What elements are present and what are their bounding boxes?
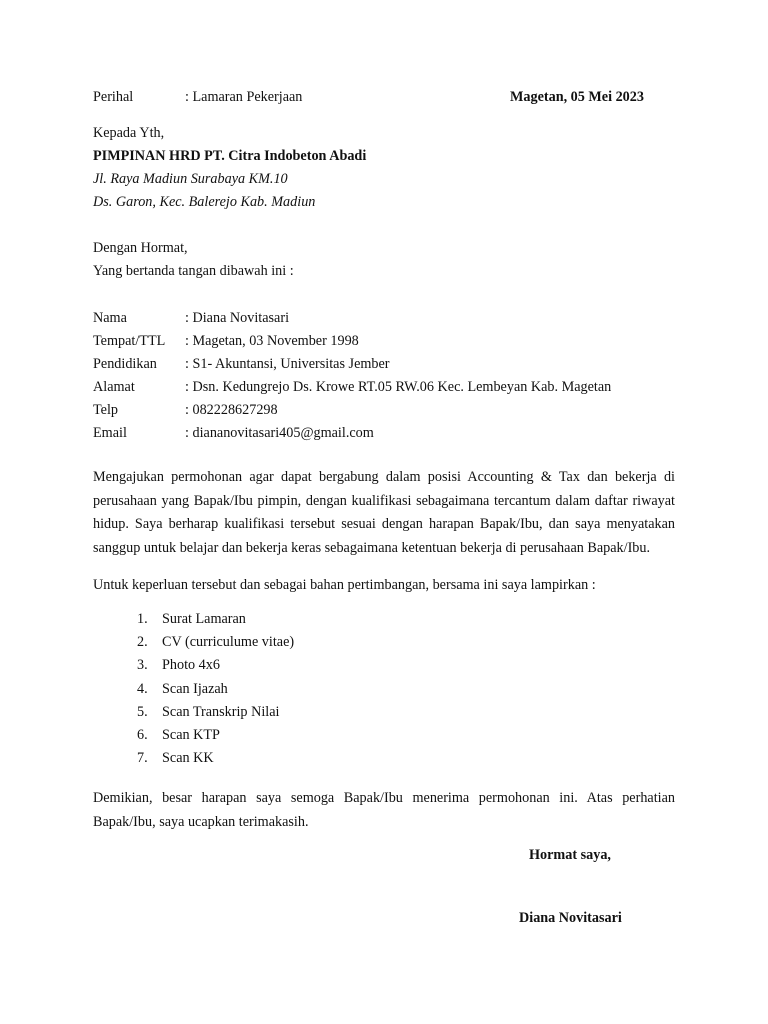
intro-text: Yang bertanda tangan dibawah ini : [93, 263, 294, 279]
list-item-text: Scan KTP [162, 726, 220, 743]
closing-paragraph: Demikian, besar harapan saya semoga Bapak/Ibu menerima permohonan ini. Atas perhatian Bapak/Ibu, saya ucapkan terimakasih. [93, 790, 675, 830]
body-paragraph-2: Untuk keperluan tersebut dan sebagai bahan pertimbangan, bersama ini saya lampirkan : [93, 577, 596, 593]
applicant-label: Alamat [93, 379, 135, 395]
applicant-label: Nama [93, 310, 127, 326]
applicant-value: : Diana Novitasari [185, 310, 290, 326]
list-item-text: Surat Lamaran [162, 611, 246, 627]
applicant-label: Tempat/TTL [93, 333, 166, 349]
list-item-text: Scan Transkrip Nilai [162, 703, 280, 720]
applicant-label: Email [93, 425, 127, 441]
recipient-address-line2: Ds. Garon, Kec. Balerejo Kab. Madiun [93, 194, 316, 210]
list-item-text: Scan Ijazah [162, 680, 228, 697]
list-item-number: 5. [137, 703, 148, 720]
list-item [137, 682, 294, 705]
list-item [137, 751, 294, 774]
list-item-number: 7. [137, 750, 148, 767]
list-item-text: Photo 4x6 [162, 657, 220, 674]
body-paragraph-1: Mengajukan permohonan agar dapat bergabung dalam posisi Accounting & Tax dan bekerja di perusahaan yang Bapak/Ibu pimpin, dengan kualifikasi sebagaimana tercantum dalam daftar riwayat hidup. Saya berharap kualifikasi tersebut sesuai dengan harapan Bapak/Ibu, dan saya menyatakan sanggup untuk belajar dan bekerja keras sebagaimana ketentuan bekerja di perusahaan Bapak/Ibu. [93, 469, 675, 556]
place-date: Magetan, 05 Mei 2023 [510, 89, 644, 105]
applicant-value: : Magetan, 03 November 1998 [185, 333, 359, 349]
list-item [137, 635, 294, 658]
applicant-label: Telp [93, 402, 119, 418]
list-item-text: CV (curriculume vitae) [162, 634, 295, 651]
list-item-number: 3. [137, 657, 148, 674]
list-item-text: Scan KK [162, 750, 214, 767]
subject-value: : Lamaran Pekerjaan [185, 89, 303, 105]
applicant-value: : diananovitasari405@gmail.com [185, 425, 374, 441]
list-item-number: 4. [137, 680, 148, 697]
salutation: Dengan Hormat, [93, 240, 188, 256]
recipient-address-line1: Jl. Raya Madiun Surabaya KM.10 [93, 171, 288, 187]
closing-regards: Hormat saya, [529, 847, 611, 863]
list-item [137, 705, 294, 728]
applicant-value: : Dsn. Kedungrejo Ds. Krowe RT.05 RW.06 Kec. Lembeyan Kab. Magetan [185, 379, 612, 395]
list-item-number: 2. [137, 634, 148, 651]
applicant-value: : S1- Akuntansi, Universitas Jember [185, 356, 390, 372]
applicant-label: Pendidikan [93, 356, 157, 372]
attachments-list [137, 612, 294, 774]
list-item [137, 612, 294, 635]
signatory-name: Diana Novitasari [519, 910, 622, 926]
applicant-value: : 082228627298 [185, 402, 278, 418]
recipient-name: PIMPINAN HRD PT. Citra Indobeton Abadi [93, 148, 367, 164]
list-item-number: 6. [137, 726, 148, 743]
recipient-greeting: Kepada Yth, [93, 125, 165, 141]
list-item [137, 728, 294, 751]
list-item-number: 1. [137, 611, 148, 627]
list-item [137, 658, 294, 681]
subject-label: Perihal [93, 89, 134, 105]
